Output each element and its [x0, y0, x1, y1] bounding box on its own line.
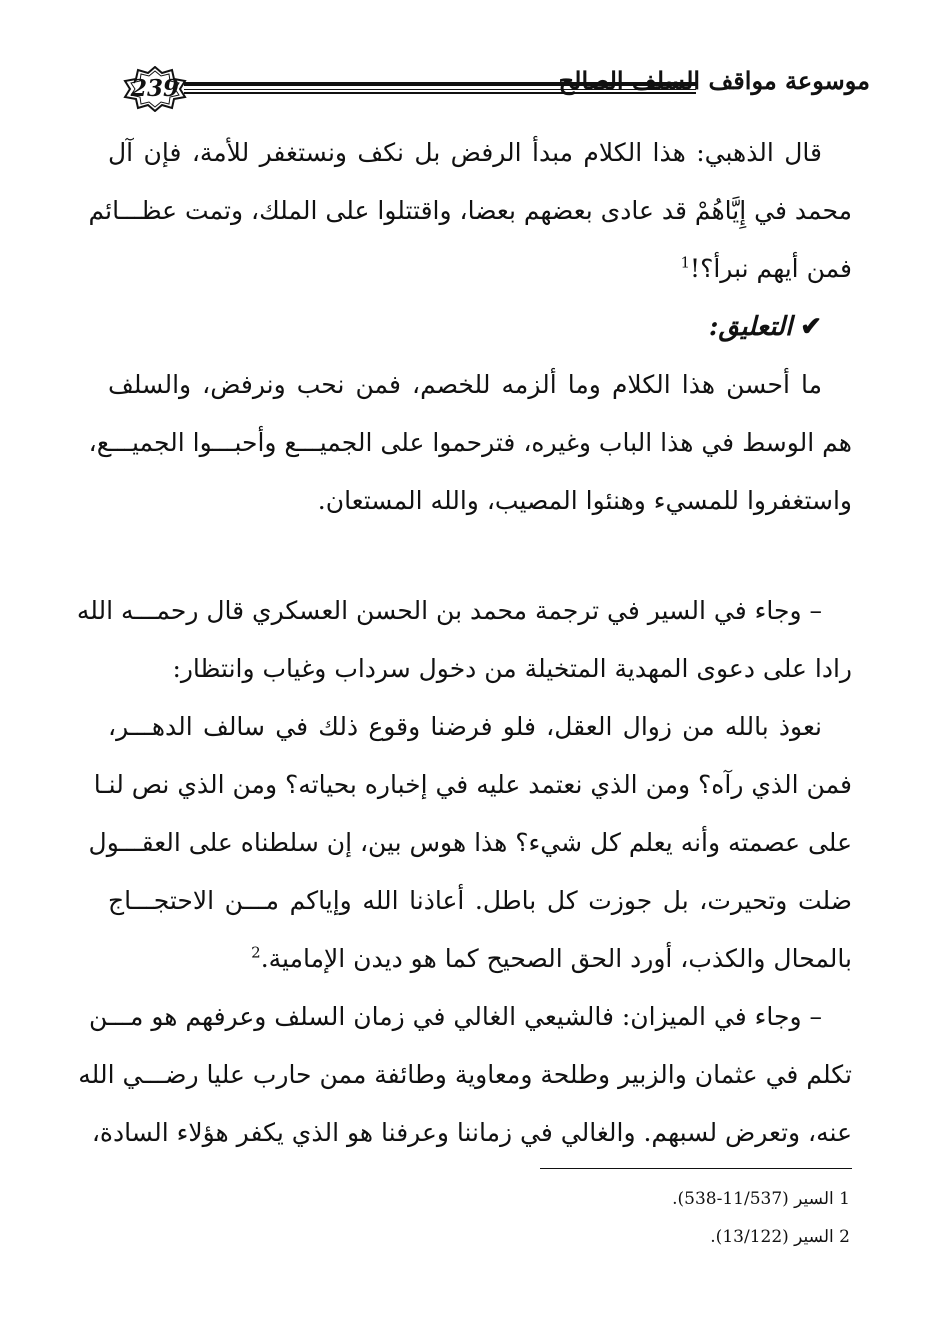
comment-heading: ✔التعليق: — [708, 312, 822, 342]
text-line: فمن أيهم نبرأ؟!$^1$ — [680, 253, 852, 283]
footnotes — [520, 1180, 850, 1256]
footnote-separator — [540, 1168, 852, 1169]
footnote: 2 السير (13/122). — [710, 1227, 850, 1247]
footnote-ref: 1 — [680, 253, 691, 272]
text-line: تكلم في عثمان والزبير وطلحة ومعاوية وطائفة ممن حارب عليا رضـــي الله — [78, 1060, 852, 1089]
page-number: 239 — [130, 75, 179, 102]
main-text — [76, 124, 852, 1162]
text-line: هم الوسط في هذا الباب وغيره، فترحموا على الجميـــع وأحبـــوا الجميـــع، — [88, 428, 852, 457]
text-line: قال الذهبي: هذا الكلام مبدأ الرفض بل نكف ونستغفر للأمة، فإن آل — [108, 138, 822, 167]
text-line: بالمحال والكذب، أورد الحق الصحيح كما هو ديدن الإمامية.$^2$ — [251, 943, 852, 973]
text-line: واستغفروا للمسيء وهنئوا المصيب، والله المستعان. — [317, 486, 852, 515]
text-line: – وجاء في السير في ترجمة محمد بن الحسن العسكري قال رحمـــه الله — [76, 596, 822, 625]
checkmark-icon: ✔ — [800, 312, 822, 342]
text-line: على عصمته وأنه يعلم كل شيء؟ هذا هوس بين، إن سلطناه على العقـــول — [88, 828, 852, 857]
text-line: فمن الذي رآه؟ ومن الذي نعتمد عليه في إخباره بحياته؟ ومن الذي نص لنـا — [93, 770, 852, 799]
text-line: ما أحسن هذا الكلام وما ألزمه للخصم، فمن نحب ونرفض، والسلف — [108, 370, 822, 399]
footnote: 1 السير (11/537-538). — [672, 1189, 850, 1209]
book-title: موسوعة مواقف السلف الصالح — [558, 66, 870, 95]
text-line: محمد في إِيَّاهُمْ قد عادى بعضهم بعضا، واقتتلوا على الملك، وتمت عظـــائم — [88, 196, 852, 225]
text-line: ضلت وتحيرت، بل جوزت كل باطل. أعاذنا الله وإياكم مـــن الاحتجـــاج — [108, 886, 852, 915]
text-line: رادا على دعوى المهدية المتخيلة من دخول سرداب وغياب وانتظار: — [172, 654, 852, 683]
text-line: نعوذ بالله من زوال العقل، فلو فرضنا وقوع ذلك في سالف الدهـــر، — [108, 712, 822, 741]
page-header — [108, 58, 868, 128]
text-line: عنه، وتعرض لسبهم. والغالي في زماننا وعرفنا هو الذي يكفر هؤلاء السادة، — [91, 1118, 852, 1147]
page-number-badge — [122, 66, 188, 112]
footnote-ref: 2 — [251, 943, 261, 962]
text-line: – وجاء في الميزان: فالشيعي الغالي في زمان السلف وعرفهم هو مـــن — [89, 1002, 822, 1031]
